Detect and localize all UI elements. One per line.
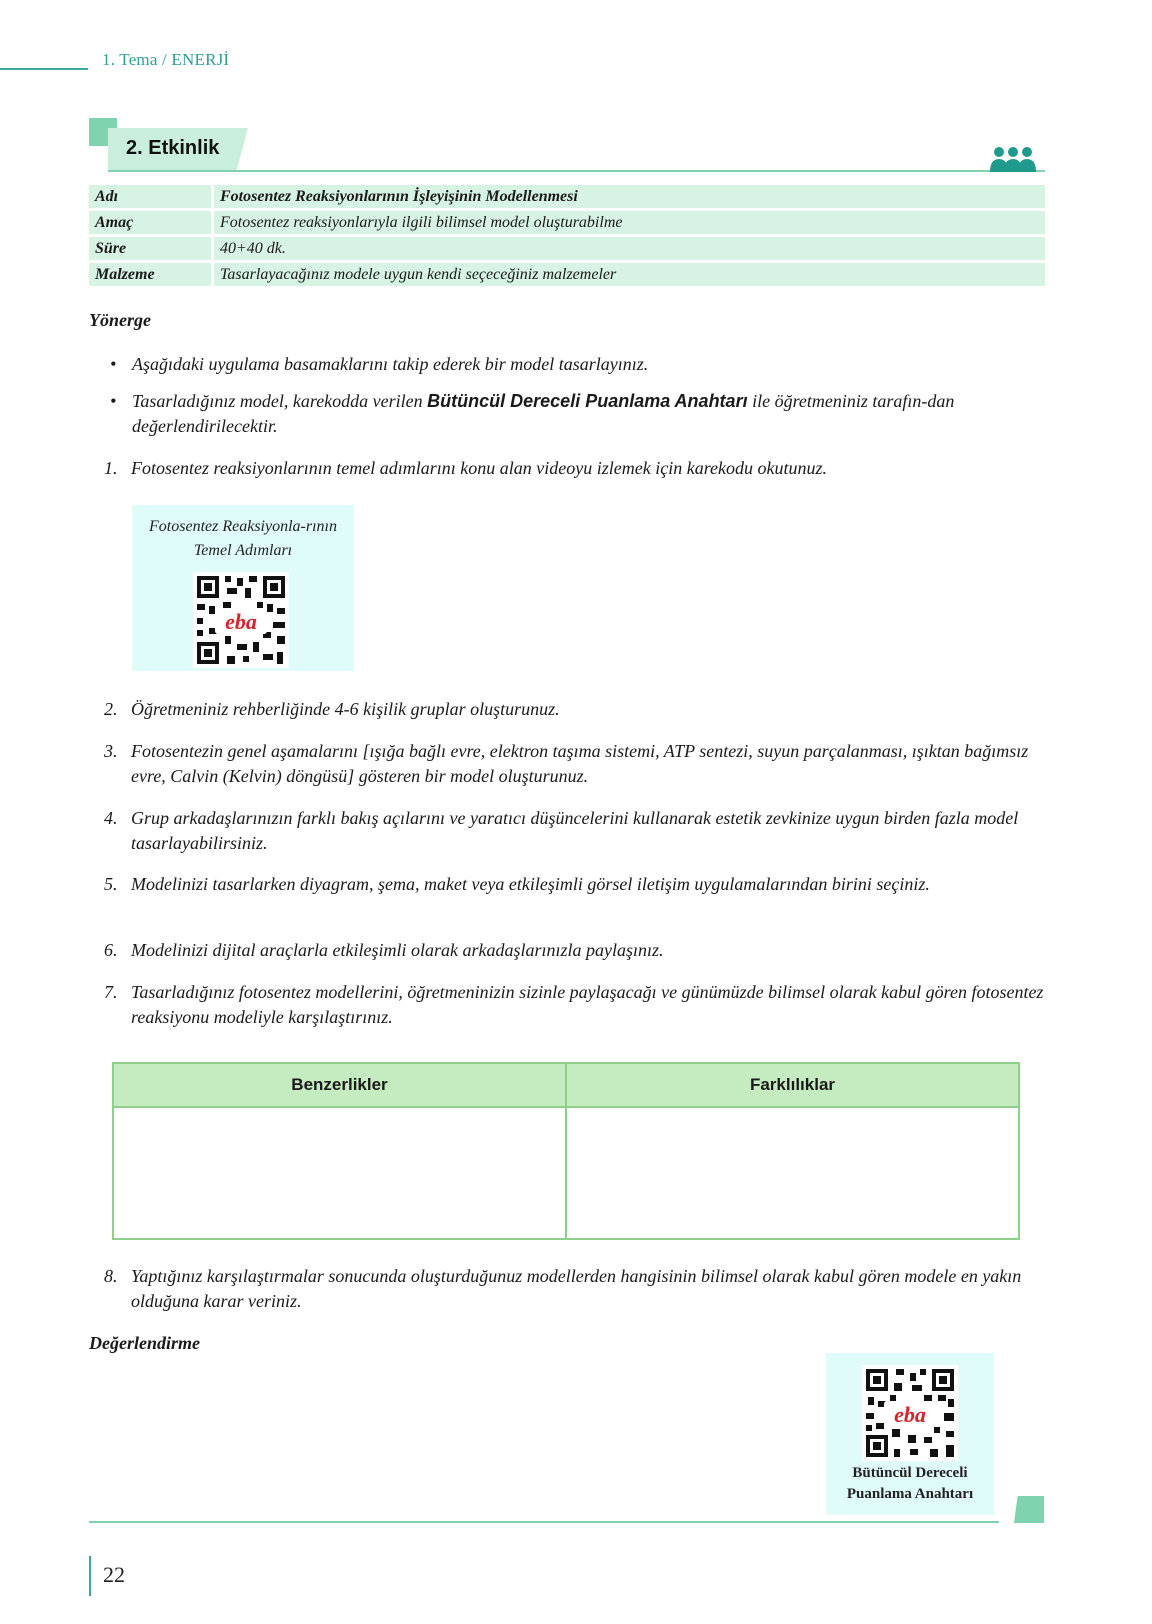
- qr-video-caption: Fotosentez Reaksiyonla-rının Temel Adımları: [149, 518, 337, 559]
- header-rule: [0, 68, 88, 70]
- step-number: 8.: [104, 1266, 118, 1286]
- eba-logo: eba: [225, 609, 257, 634]
- step-item: [104, 872, 1044, 897]
- qr-rubric-box: [826, 1353, 994, 1515]
- info-value: Tasarlayacağınız modele uygun kendi seçeceğiniz malzemeler: [214, 263, 1045, 286]
- qr-code-icon[interactable]: [862, 1365, 958, 1461]
- instruction-bullet: [110, 352, 1030, 377]
- step-item: [104, 806, 1044, 856]
- step-number: 5.: [104, 874, 118, 894]
- info-row: [89, 211, 1045, 234]
- comparison-table: [112, 1062, 1020, 1240]
- step-number: 4.: [104, 808, 118, 828]
- group-people-icon: [988, 146, 1038, 172]
- step-number: 1.: [104, 458, 118, 478]
- step-item: [104, 739, 1044, 789]
- column-header-differences: Farklılıklar: [567, 1064, 1018, 1108]
- qr-video-box: [132, 505, 354, 671]
- info-key: Süre: [89, 237, 214, 260]
- info-value: Fotosentez reaksiyonlarıyla ilgili bilimsel model oluşturabilme: [214, 211, 1045, 234]
- differences-answer-cell[interactable]: [567, 1108, 1018, 1238]
- info-key: Adı: [89, 185, 214, 208]
- step-item: [104, 1264, 1044, 1314]
- step-item: [104, 938, 1044, 963]
- step-text: Grup arkadaşlarınızın farklı bakış açılarını ve yaratıcı düşüncelerini kullanarak estetik zevkinize uygun birden fazla model tasarlayabilirsiniz.: [131, 808, 1019, 853]
- page-number-bar: [89, 1556, 91, 1596]
- qr-code-icon[interactable]: [193, 572, 289, 668]
- info-value: 40+40 dk.: [214, 237, 1045, 260]
- step-item: [104, 456, 1044, 481]
- step-text: Modelinizi tasarlarken diyagram, şema, maket veya etkileşimli görsel iletişim uygulamalarından birini seçiniz.: [131, 874, 930, 894]
- step-text: Fotosentez reaksiyonlarının temel adımlarını konu alan videoyu izlemek için karekodu okutunuz.: [131, 458, 828, 478]
- bullet-text: [110, 389, 1030, 439]
- qr-rubric-caption-line: Bütüncül Dereceli: [852, 1465, 968, 1481]
- info-row: [89, 185, 1045, 208]
- step-text: Yaptığınız karşılaştırmalar sonucunda oluşturduğunuz modellerden hangisinin bilimsel olarak kabul gören modele en yakın olduğuna karar veriniz.: [131, 1266, 1022, 1311]
- bullet-text: Aşağıdaki uygulama basamaklarını takip ederek bir model tasarlayınız.: [132, 354, 649, 374]
- yonerge-heading: Yönerge: [89, 310, 151, 330]
- rubric-name: Bütüncül Dereceli Puanlama Anahtarı: [427, 391, 748, 411]
- eba-logo: eba: [894, 1402, 926, 1427]
- step-number: 6.: [104, 940, 118, 960]
- info-row: [89, 263, 1045, 286]
- info-key: Malzeme: [89, 263, 214, 286]
- step-text: Fotosentezin genel aşamalarını [ışığa bağlı evre, elektron taşıma sistemi, ATP sentezi, suyun parçalanması, ışıktan bağımsız evre, Calvin (Kelvin) döngüsü] gösteren bir model oluşturunuz.: [131, 741, 1029, 786]
- column-header-similarities: Benzerlikler: [114, 1064, 565, 1108]
- step-text: Öğretmeniniz rehberliğinde 4-6 kişilik gruplar oluşturunuz.: [131, 699, 560, 719]
- step-item: [104, 697, 1044, 722]
- banner-rule: [108, 170, 1045, 172]
- info-row: [89, 237, 1045, 260]
- breadcrumb: 1. Tema / ENERJİ: [102, 50, 230, 69]
- footer-rule: [89, 1521, 999, 1523]
- step-item: [104, 980, 1044, 1030]
- step-number: 7.: [104, 982, 118, 1002]
- similarities-answer-cell[interactable]: [114, 1108, 565, 1238]
- activity-title: 2. Etkinlik: [126, 137, 220, 159]
- step-text: Tasarladığınız fotosentez modellerini, öğretmeninizin sizinle paylaşacağı ve günümüzde bilimsel olarak kabul gören fotosentez reaksiyonu modeliyle karşılaştırınız.: [131, 982, 1044, 1027]
- bullet-text-part: ile öğretmeniniz tarafın-dan değerlendirilecektir.: [132, 391, 955, 436]
- footer-accent-square: [1014, 1496, 1044, 1523]
- qr-rubric-caption-line: Puanlama Anahtarı: [846, 1486, 974, 1502]
- bullet-text-part: Tasarladığınız model, karekodda verilen: [132, 391, 428, 411]
- step-number: 3.: [104, 741, 118, 761]
- qr-rubric-caption: [826, 1463, 994, 1505]
- activity-info-table: [89, 182, 1045, 289]
- instruction-bullet: [110, 389, 1030, 439]
- bullet-icon: •: [110, 354, 117, 374]
- page-number: 22: [103, 1562, 125, 1587]
- info-key: Amaç: [89, 211, 214, 234]
- step-text: Modelinizi dijital araçlarla etkileşimli olarak arkadaşlarınızla paylaşınız.: [131, 940, 664, 960]
- info-value: Fotosentez Reaksiyonlarının İşleyişinin Modellenmesi: [214, 185, 1045, 208]
- bullet-icon: •: [110, 391, 117, 411]
- evaluation-heading: Değerlendirme: [89, 1333, 200, 1353]
- step-number: 2.: [104, 699, 118, 719]
